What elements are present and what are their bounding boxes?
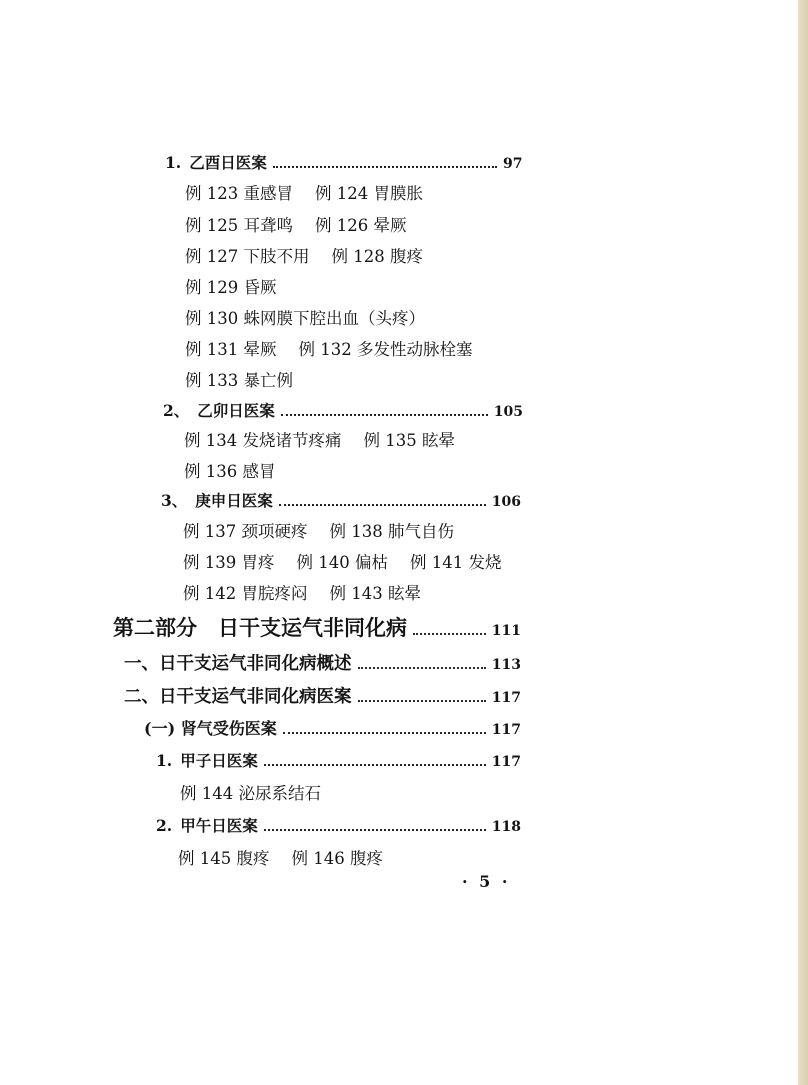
- case-item: 例 132 多发性动脉栓塞: [298, 340, 473, 359]
- page-number: · 5 ·: [462, 872, 511, 891]
- dot-leader: [413, 632, 486, 635]
- dot-leader: [283, 731, 486, 734]
- entry-title: 庚申日医案: [195, 491, 273, 510]
- case-item: 例 134 发烧诸节疼痛: [184, 431, 342, 450]
- case-line: [185, 212, 428, 236]
- case-line: [185, 243, 445, 267]
- case-item: 例 143 眩晕: [329, 584, 421, 603]
- case-item: 例 137 颈项硬疼: [183, 522, 308, 541]
- case-item: 例 145 腹疼: [178, 849, 270, 868]
- case-item: 例 144 泌尿系结石: [180, 784, 321, 803]
- case-line: [185, 336, 494, 360]
- toc-section-overview: [124, 650, 521, 675]
- entry-number: 1.: [165, 153, 182, 172]
- toc-part-two: [113, 612, 521, 642]
- entry-number: 3、: [161, 491, 188, 510]
- toc-entry-jiawu: [156, 814, 521, 836]
- entry-title: 甲午日医案: [180, 816, 258, 835]
- case-line: [185, 305, 447, 329]
- case-item: 例 139 胃疼: [183, 553, 275, 572]
- case-line: [178, 845, 405, 869]
- case-item: 例 126 晕厥: [314, 216, 407, 235]
- section-title: 一、日干支运气非同化病概述: [124, 654, 352, 674]
- entry-number: 2.: [156, 816, 173, 835]
- entry-page: 111: [491, 623, 521, 639]
- entry-title: 乙卯日医案: [197, 401, 275, 420]
- case-line: [184, 427, 477, 451]
- toc-subsection-kidney: [144, 716, 521, 739]
- case-item: 例 133 暴亡例: [185, 371, 293, 390]
- case-line: [183, 580, 443, 604]
- dot-leader: [358, 699, 486, 702]
- case-line: [185, 274, 298, 298]
- case-item: 例 131 晕厥: [185, 340, 277, 359]
- case-item: 例 123 重感冒: [185, 184, 293, 203]
- case-item: 例 138 肺气自伤: [329, 522, 454, 541]
- dot-leader: [279, 503, 486, 506]
- entry-page: 113: [491, 657, 521, 673]
- entry-page: 117: [491, 722, 521, 738]
- entry-page: 117: [491, 690, 521, 706]
- case-item: 例 146 腹疼: [291, 849, 383, 868]
- entry-page: 106: [491, 494, 521, 510]
- case-item: 例 129 昏厥: [185, 278, 277, 297]
- case-item: 例 130 蛛网膜下腔出血（头疼）: [185, 309, 425, 328]
- entry-page: 97: [503, 156, 523, 172]
- part-title: 第二部分 日干支运气非同化病: [113, 615, 407, 640]
- case-line: [183, 518, 476, 542]
- section-title: 二、日干支运气非同化病医案: [124, 687, 352, 707]
- page-edge: [798, 0, 808, 1085]
- case-item: 例 124 胃膜胀: [314, 184, 423, 203]
- entry-page: 117: [491, 754, 521, 770]
- subsection-title: (一) 肾气受伤医案: [144, 719, 277, 738]
- toc-entry-jiazi: [156, 749, 521, 771]
- entry-page: 118: [491, 819, 521, 835]
- entry-page: 105: [493, 404, 523, 420]
- dot-leader: [358, 666, 486, 669]
- case-item: 例 140 偏枯: [296, 553, 388, 572]
- toc-entry-yimao: [163, 399, 523, 421]
- case-item: 例 127 下肢不用: [185, 247, 310, 266]
- toc-entry-yiyou: [165, 151, 525, 173]
- case-item: 例 125 耳聋鸣: [185, 216, 293, 235]
- entry-number: 1.: [156, 751, 173, 770]
- dot-leader: [273, 165, 497, 168]
- case-line: [183, 549, 523, 573]
- entry-title: 乙酉日医案: [189, 153, 267, 172]
- entry-number: 2、: [163, 401, 190, 420]
- entry-title: 甲子日医案: [180, 751, 258, 770]
- case-item: 例 135 眩晕: [363, 431, 455, 450]
- case-item: 例 136 感冒: [184, 462, 276, 481]
- case-line: [180, 780, 343, 804]
- case-line: [185, 367, 315, 391]
- case-line: [185, 180, 445, 204]
- dot-leader: [281, 413, 488, 416]
- case-line: [184, 458, 297, 482]
- dot-leader: [264, 828, 486, 831]
- dot-leader: [264, 763, 486, 766]
- toc-entry-gengshen: [161, 489, 521, 511]
- case-item: 例 141 发烧: [409, 553, 502, 572]
- case-item: 例 142 胃脘疼闷: [183, 584, 308, 603]
- case-item: 例 128 腹疼: [331, 247, 423, 266]
- toc-section-cases: [124, 683, 521, 708]
